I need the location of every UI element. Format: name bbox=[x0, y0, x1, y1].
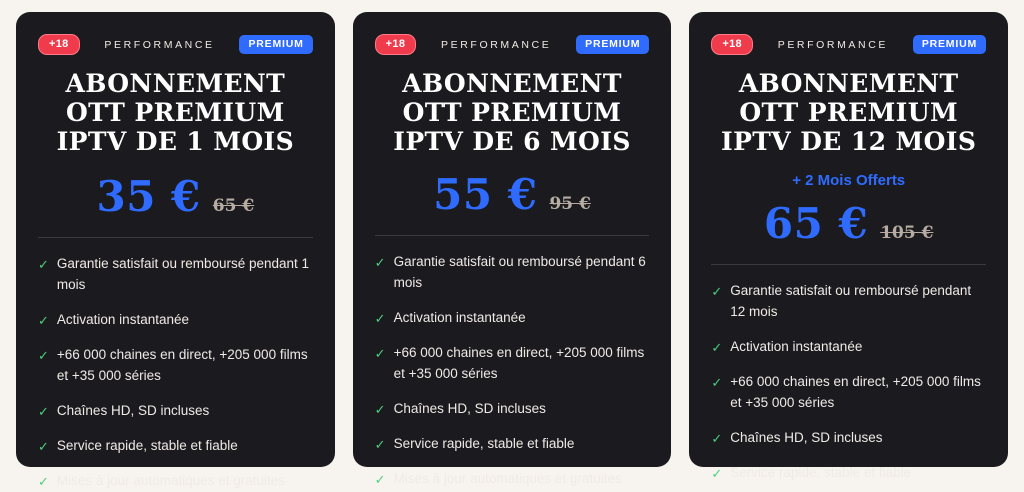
check-icon: ✓ bbox=[374, 401, 386, 417]
feature-text: Chaînes HD, SD incluses bbox=[393, 400, 546, 416]
pricing-card-1-month[interactable] bbox=[16, 12, 335, 489]
feature-text: Mises à jour automatiques et gratuites bbox=[393, 470, 622, 486]
age-rating-badge: +18 bbox=[38, 34, 80, 55]
list-item bbox=[38, 310, 313, 331]
plan-title: ABONNEMENT OTT PREMIUM IPTV DE 12 MOIS bbox=[721, 69, 977, 157]
card-header bbox=[375, 34, 650, 55]
performance-label: PERFORMANCE bbox=[104, 38, 215, 51]
feature-text: Chaînes HD, SD incluses bbox=[730, 429, 883, 445]
pricing-card-12-months[interactable] bbox=[689, 12, 1008, 481]
feature-text: +66 000 chaines en direct, +205 000 films et +35 000 séries bbox=[393, 344, 645, 381]
current-price: 65 € bbox=[763, 199, 869, 249]
list-item bbox=[375, 469, 650, 490]
feature-text: Activation instantanée bbox=[730, 339, 863, 355]
divider bbox=[38, 237, 313, 238]
original-price: 95 € bbox=[549, 194, 591, 215]
plan-title: ABONNEMENT OTT PREMIUM IPTV DE 6 MOIS bbox=[393, 69, 631, 157]
feature-text: Service rapide, stable et fiable bbox=[56, 437, 238, 453]
check-icon: ✓ bbox=[374, 255, 386, 271]
feature-text: Garantie satisfait ou remboursé pendant 6 mois bbox=[393, 254, 646, 291]
check-icon: ✓ bbox=[38, 347, 49, 363]
original-price: 65 € bbox=[212, 196, 255, 217]
check-icon: ✓ bbox=[711, 374, 723, 390]
list-item bbox=[711, 372, 986, 414]
feature-list bbox=[711, 281, 986, 483]
premium-badge: PREMIUM bbox=[576, 35, 649, 55]
performance-label: PERFORMANCE bbox=[441, 38, 552, 51]
feature-text: Chaînes HD, SD incluses bbox=[56, 402, 210, 418]
check-icon: ✓ bbox=[374, 471, 386, 487]
check-icon: ✓ bbox=[38, 403, 49, 419]
pricing-card-6-months[interactable] bbox=[353, 12, 672, 487]
feature-text: +66 000 chaines en direct, +205 000 films et +35 000 séries bbox=[56, 346, 308, 383]
age-rating-badge: +18 bbox=[711, 34, 753, 55]
feature-text: Garantie satisfait ou remboursé pendant 12 mois bbox=[730, 283, 972, 320]
card-header bbox=[38, 34, 313, 55]
check-icon: ✓ bbox=[711, 340, 723, 356]
feature-list bbox=[375, 252, 650, 489]
premium-badge: PREMIUM bbox=[913, 35, 986, 55]
list-item bbox=[711, 428, 986, 449]
list-item bbox=[38, 436, 313, 457]
feature-text: Service rapide, stable et fiable bbox=[730, 464, 912, 480]
check-icon: ✓ bbox=[38, 438, 49, 454]
current-price: 55 € bbox=[433, 170, 538, 220]
list-item bbox=[375, 308, 650, 329]
bonus-offer-note: + 2 Mois Offerts bbox=[792, 172, 906, 190]
list-item bbox=[711, 337, 986, 358]
check-icon: ✓ bbox=[374, 345, 386, 361]
list-item bbox=[711, 281, 986, 323]
list-item bbox=[38, 401, 313, 422]
check-icon: ✓ bbox=[374, 311, 386, 327]
divider bbox=[711, 264, 986, 265]
age-rating-badge: +18 bbox=[375, 34, 417, 55]
card-header bbox=[711, 34, 986, 55]
check-icon: ✓ bbox=[711, 465, 723, 481]
list-item bbox=[375, 252, 650, 294]
current-price: 35 € bbox=[96, 172, 201, 222]
price-row bbox=[711, 199, 986, 248]
list-item bbox=[375, 399, 650, 420]
feature-text: Garantie satisfait ou remboursé pendant 1 mois bbox=[56, 256, 310, 293]
check-icon: ✓ bbox=[38, 313, 49, 329]
performance-label: PERFORMANCE bbox=[777, 38, 888, 51]
feature-text: Mises à jour automatiques et gratuites bbox=[56, 472, 286, 488]
feature-text: Activation instantanée bbox=[393, 310, 526, 326]
check-icon: ✓ bbox=[374, 436, 386, 452]
list-item bbox=[38, 471, 313, 492]
check-icon: ✓ bbox=[38, 473, 49, 489]
premium-badge: PREMIUM bbox=[239, 35, 312, 55]
price-row bbox=[375, 170, 650, 219]
plan-title: ABONNEMENT OTT PREMIUM IPTV DE 1 MOIS bbox=[56, 69, 295, 157]
price-row bbox=[38, 172, 313, 221]
check-icon: ✓ bbox=[711, 284, 723, 300]
check-icon: ✓ bbox=[38, 257, 49, 273]
list-item bbox=[38, 345, 313, 387]
feature-text: Activation instantanée bbox=[56, 312, 189, 328]
list-item bbox=[375, 434, 650, 455]
feature-text: Service rapide, stable et fiable bbox=[393, 435, 575, 451]
check-icon: ✓ bbox=[711, 430, 723, 446]
list-item bbox=[711, 463, 986, 484]
list-item bbox=[38, 254, 313, 296]
feature-text: +66 000 chaines en direct, +205 000 films et +35 000 séries bbox=[730, 373, 981, 410]
feature-list bbox=[38, 254, 313, 491]
original-price: 105 € bbox=[880, 223, 934, 244]
divider bbox=[375, 235, 650, 236]
list-item bbox=[375, 343, 650, 385]
